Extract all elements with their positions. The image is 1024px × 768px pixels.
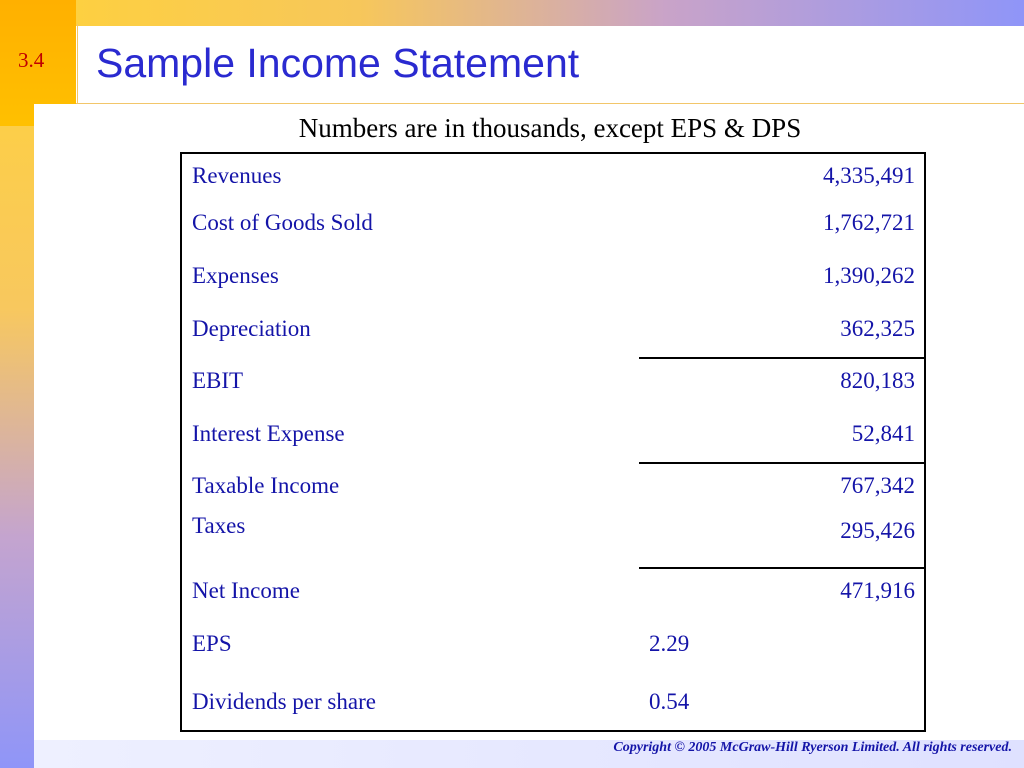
top-gradient-band	[0, 0, 1024, 26]
subtotal-line	[639, 567, 926, 569]
row-label-expenses: Expenses	[192, 263, 279, 288]
row-label-depreciation: Depreciation	[192, 316, 311, 341]
row-label-revenues: Revenues	[192, 163, 282, 188]
copyright-notice: Copyright © 2005 McGraw-Hill Ryerson Limited. All rights reserved.	[613, 740, 1012, 755]
row-label-taxes: Taxes	[192, 513, 246, 538]
row-value-taxable-income: 767,342	[840, 473, 915, 498]
row-label-net-income: Net Income	[192, 578, 300, 603]
row-value-interest: 52,841	[851, 421, 915, 446]
row-label-ebit: EBIT	[192, 368, 244, 393]
row-label-taxable-income: Taxable Income	[192, 473, 340, 498]
row-label-cogs: Cost of Goods Sold	[192, 210, 373, 235]
subtotal-line	[639, 462, 926, 464]
row-label-eps: EPS	[192, 631, 232, 656]
row-value-eps: 2.29	[649, 631, 690, 656]
row-value-depreciation: 362,325	[840, 316, 915, 341]
row-value-net-income: 471,916	[840, 578, 915, 603]
row-value-cogs: 1,762,721	[823, 210, 915, 235]
subtotal-line	[639, 357, 926, 359]
row-value-dps: 0.54	[649, 689, 690, 714]
row-value-taxes: 295,426	[840, 518, 915, 543]
row-label-interest: Interest Expense	[192, 421, 345, 446]
row-value-revenues: 4,335,491	[823, 163, 915, 188]
row-value-expenses: 1,390,262	[823, 263, 915, 288]
slide-title: Sample Income Statement	[96, 40, 580, 86]
slide-number: 3.4	[18, 48, 45, 72]
slide-subtitle: Numbers are in thousands, except EPS & DPS	[298, 113, 802, 143]
row-label-dps: Dividends per share	[192, 689, 376, 714]
row-value-ebit: 820,183	[840, 368, 915, 393]
